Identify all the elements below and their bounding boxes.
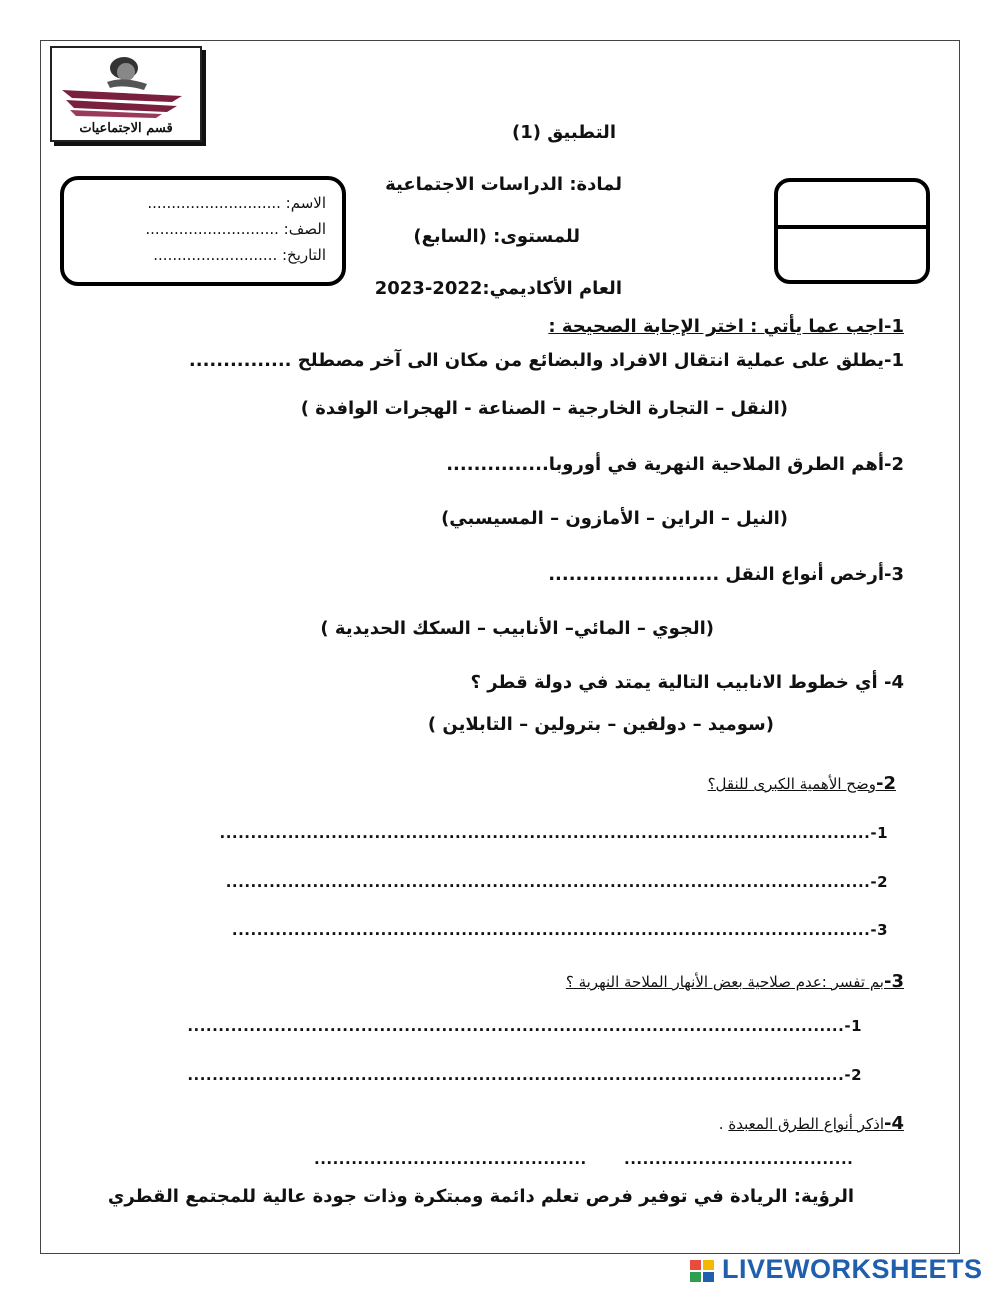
level-label: للمستوى: (السابع) xyxy=(413,226,580,247)
q3-options[interactable]: (الجوي – المائي– الأنابيب – السكك الحديدية ) xyxy=(320,618,714,639)
section2-heading-text: وضح الأهمية الكبرى للنقل؟ xyxy=(707,775,876,793)
page-title: التطبيق (1) xyxy=(512,122,616,143)
section4-heading-number: 4- xyxy=(883,1113,904,1134)
q4-options[interactable]: (سوميد – دولفين – بترولين – التابلاين ) xyxy=(427,714,774,735)
section1-heading-number: 1- xyxy=(883,316,904,337)
logo-emblem-icon xyxy=(52,48,200,118)
grade-box xyxy=(774,178,930,284)
liveworksheets-logo-icon xyxy=(690,1260,716,1284)
section4-answer-left[interactable]: ............................................ xyxy=(314,1150,587,1168)
date-field[interactable]: التاريخ: .......................... xyxy=(153,246,326,264)
liveworksheets-brand[interactable] xyxy=(690,1254,990,1288)
section2-answer-line-1[interactable]: 1-......................................................................................................... xyxy=(219,824,888,842)
section4-heading-trail: . xyxy=(718,1115,729,1133)
section4-answer-right[interactable]: ..................................... xyxy=(624,1150,854,1168)
q2-text: 2-أهم الطرق الملاحية النهرية في أوروبا............... xyxy=(446,454,904,475)
section3-answer-line-1[interactable]: 1-.......................................................................................................... xyxy=(187,1017,862,1035)
vision-statement: الرؤية: الريادة في توفير فرص تعلم دائمة ومبتكرة وذات جودة عالية للمجتمع القطري xyxy=(107,1186,854,1207)
section4-heading xyxy=(719,1113,904,1134)
name-field[interactable]: الاسم: ............................ xyxy=(147,194,326,212)
section2-heading-number: 2- xyxy=(875,773,896,794)
section2-heading xyxy=(708,773,896,794)
section3-answer-line-2[interactable]: 2-.......................................................................................................... xyxy=(187,1066,862,1084)
q3-text: 3-أرخص أنواع النقل ......................... xyxy=(548,564,904,585)
q2-options[interactable]: (النيل – الراين – الأمازون – المسيسبي) xyxy=(441,508,788,529)
logo-text: قسم الاجتماعيات xyxy=(79,121,173,136)
department-logo xyxy=(50,46,202,142)
section3-heading xyxy=(566,971,904,992)
class-field[interactable]: الصف: ............................ xyxy=(145,220,326,238)
q4-text: 4- أي خطوط الانابيب التالية يمتد في دولة قطر ؟ xyxy=(470,672,904,693)
section3-heading-text: بم تفسر :عدم صلاحية بعض الأنهار الملاحة النهرية ؟ xyxy=(565,973,884,991)
liveworksheets-wordmark: LIVEWORKSHEETS xyxy=(722,1254,983,1284)
q1-text: 1-يطلق على عملية انتقال الافراد والبضائع من مكان الى آخر مصطلح ............... xyxy=(188,350,904,371)
section3-heading-number: 3- xyxy=(883,971,904,992)
academic-year: العام الأكاديمي:2022-2023 xyxy=(374,278,622,299)
section2-answer-line-3[interactable]: 3-....................................................................................................... xyxy=(231,921,888,939)
student-info-box xyxy=(60,176,346,286)
section1-heading xyxy=(548,316,904,337)
section4-heading-text: اذكر أنواع الطرق المعبدة xyxy=(728,1115,884,1133)
section2-answer-line-2[interactable]: 2-........................................................................................................ xyxy=(225,873,888,891)
q1-options[interactable]: (النقل – التجارة الخارجية – الصناعة - الهجرات الوافدة ) xyxy=(300,398,788,419)
grade-box-divider xyxy=(778,225,926,229)
section1-heading-text: اجب عما يأتي : اختر الإجابة الصحيحة : xyxy=(548,316,884,337)
subject-label: لمادة: الدراسات الاجتماعية xyxy=(385,174,622,195)
